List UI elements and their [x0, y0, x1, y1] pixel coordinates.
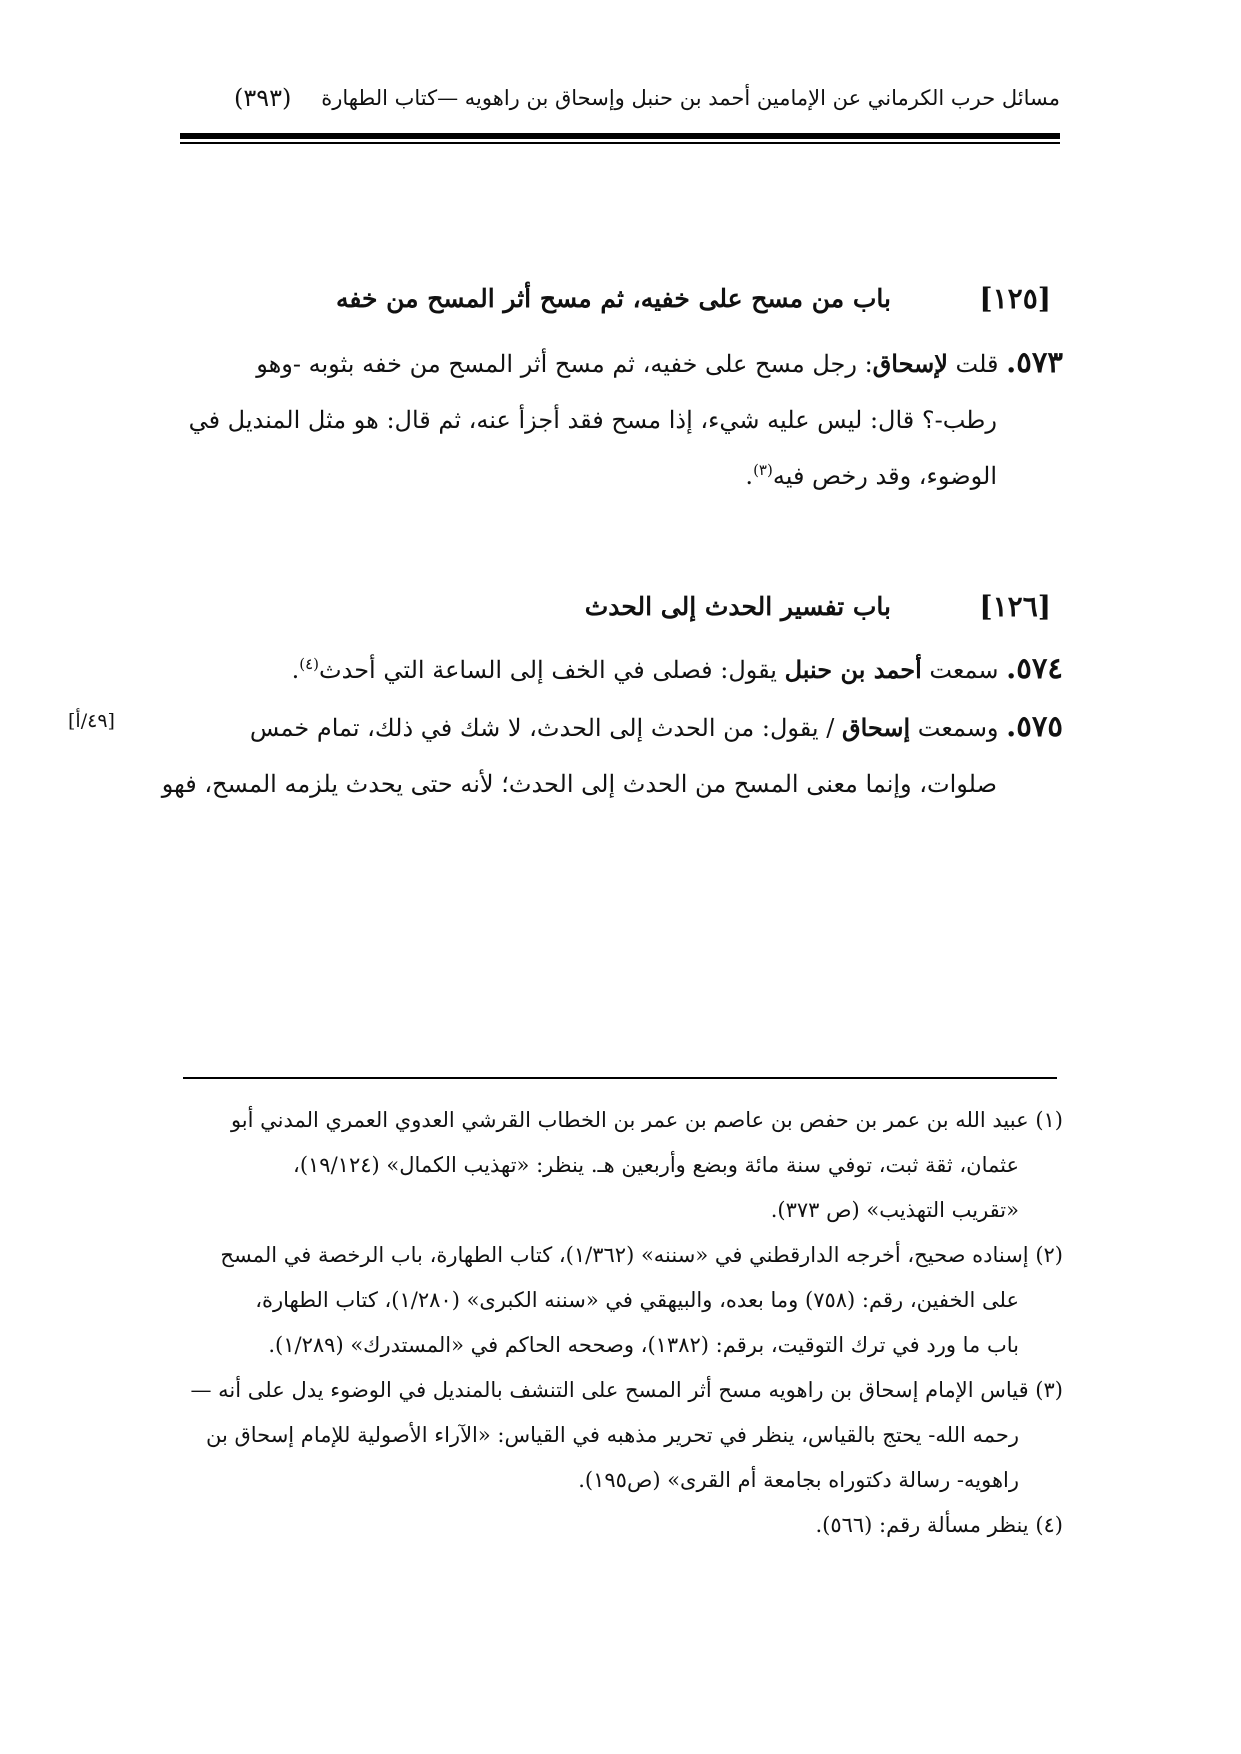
person-name: أحمد بن حنبل — [784, 655, 922, 684]
chapter-title: باب من مسح على خفيه، ثم مسح أثر المسح من خفه — [335, 284, 891, 313]
issue-number: ٥٧٣. — [1006, 345, 1063, 379]
footnotes — [183, 1098, 1063, 1548]
footnote-line: (٣) قياس الإمام إسحاق بن راهويه مسح أثر المسح على التنشف بالمنديل في الوضوء يدل على أنه — — [190, 1378, 1063, 1402]
issue-text: : رجل مسح على خفيه، ثم مسح أثر المسح من خفه بثوبه -وهو — [256, 350, 873, 378]
issue-text: قلت — [947, 350, 1007, 378]
footnote-4 — [183, 1503, 1063, 1548]
footnote-ref[interactable]: (٤) — [299, 655, 320, 673]
issue-line: رطب-؟ قال: ليس عليه شيء، إذا مسح فقد أجزأ عنه، ثم قال: هو مثل المنديل في — [188, 406, 997, 434]
footnote-2 — [183, 1233, 1063, 1368]
issue-text: / يقول: من الحدث إلى الحدث، لا شك في ذلك، تمام خمس — [249, 714, 842, 742]
issue-number: ٥٧٤. — [1006, 651, 1063, 685]
chapter-heading-125 — [191, 282, 1051, 326]
issue-line — [183, 640, 1063, 698]
issue-text: سمعت — [921, 656, 1007, 684]
person-name: لإسحاق — [872, 349, 948, 378]
issue-text: الوضوء، وقد رخص فيه — [772, 462, 997, 490]
footnote-line: (٤) ينظر مسألة رقم: (٥٦٦). — [815, 1513, 1063, 1537]
footnote-separator — [183, 1077, 1057, 1079]
header-rule — [180, 133, 1060, 139]
issue-text: وسمعت — [910, 714, 1007, 742]
footnote-3 — [183, 1368, 1063, 1503]
issue-text: يقول: فصلى في الخف إلى الساعة التي أحدث — [319, 656, 785, 684]
footnote-line: (١) عبيد الله بن عمر بن حفص بن عاصم بن عمر بن الخطاب القرشي العدوي العمري المدني أبو — [230, 1108, 1063, 1132]
footnote-line: باب ما ورد في ترك التوقيت، برقم: (١٣٨٢)، وصححه الحاكم في «المستدرك» (١/٢٨٩). — [268, 1333, 1019, 1357]
chapter-heading-126 — [191, 590, 1051, 634]
footnote-line: رحمه الله- يحتج بالقياس، ينظر في تحرير مذهبه في القياس: «الآراء الأصولية للإمام إسحاق بن — [205, 1423, 1019, 1447]
running-title: مسائل حرب الكرماني عن الإمامين أحمد بن حنبل وإسحاق بن راهويه —كتاب الطهارة — [321, 86, 1060, 110]
issue-573 — [183, 334, 1063, 504]
footnote-line: على الخفين، رقم: (٧٥٨) وما بعده، والبيهقي في «سننه الكبرى» (١/٢٨٠)، كتاب الطهارة، — [255, 1288, 1019, 1312]
page-number: (٣٩٣) — [234, 84, 292, 112]
footnote-line: «تقريب التهذيب» (ص ٣٧٣). — [770, 1198, 1019, 1222]
running-header — [180, 80, 1060, 120]
manuscript-folio-note: [٤٩/أ] — [68, 710, 115, 732]
chapter-title: باب تفسير الحدث إلى الحدث — [584, 592, 891, 621]
issue-line — [183, 698, 1063, 756]
footnote-line: عثمان، ثقة ثبت، توفي سنة مائة وبضع وأربعين هـ. ينظر: «تهذيب الكمال» (١٩/١٢٤)، — [293, 1153, 1019, 1177]
header-rule-thin — [180, 142, 1060, 144]
footnote-ref[interactable]: (٣) — [753, 461, 773, 479]
issue-number: ٥٧٥. — [1006, 709, 1063, 743]
issue-line: صلوات، وإنما معنى المسح من الحدث إلى الحدث؛ لأنه حتى يحدث يلزمه المسح، فهو — [161, 770, 997, 798]
punctuation: . — [745, 462, 754, 490]
issue-line — [183, 448, 1063, 504]
punctuation: . — [291, 656, 300, 684]
footnote-line: راهويه- رسالة دكتوراه بجامعة أم القرى» (ص١٩٥). — [578, 1468, 1019, 1492]
person-name: إسحاق — [841, 713, 911, 742]
chapter-number: [١٢٦] — [979, 590, 1051, 623]
issue-575 — [161, 698, 1063, 812]
chapter-number: [١٢٥] — [979, 282, 1051, 315]
issue-574 — [183, 640, 1063, 698]
footnote-1 — [183, 1098, 1063, 1233]
issue-line — [183, 334, 1063, 392]
footnote-line: (٢) إسناده صحيح، أخرجه الدارقطني في «سننه» (١/٣٦٢)، كتاب الطهارة، باب الرخصة في المسح — [220, 1243, 1063, 1267]
